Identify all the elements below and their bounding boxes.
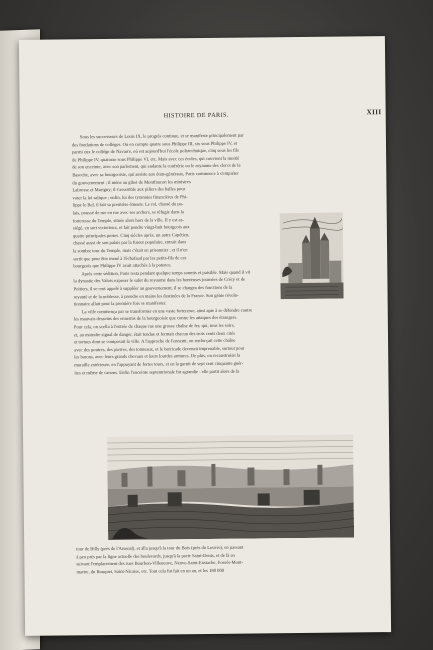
body-line: royauté et de la noblesse, à prendre en mains les destinées de la France. Son génie révolu- [73, 292, 239, 299]
body-line: Labrosse et Marigny; il s'assemble aux piliers des halles pour [72, 186, 186, 193]
body-line: Basoche, avec sa bourgeoisie, qui assiste aux états-généraux, Paris commence à s'empiéter [72, 170, 239, 178]
body-line: Après cette sédition, Paris resta pendant quelque temps soumis et paisible. Mais quand il vit [81, 269, 251, 277]
engraving-temple-tower [280, 213, 344, 300]
body-line: la sombre tour du Temple, mais c'était en prisonnier ; et il n'en [73, 247, 188, 254]
body-line: les barons, avec leurs grands chevaux et leurs lourdes armures. De plus, on reconstruisit la [74, 353, 241, 360]
body-line: muraille extérieure, en l'appuyant de fortes tours, et en la garnit de sept cent cinquante guér- [74, 360, 244, 368]
body-line: voter la loi salique ; enfin, lui des tyrannies financières de Phi- [72, 193, 188, 201]
body-line: ites et même de canons. Enfin l'enceinte septentrionale fut agrandie : elle partit alors de la [74, 368, 240, 375]
body-line: et, au moindre signal de danger, était tendue et fermait chacun des trois cents deux cités [73, 330, 235, 337]
body-line: lippe le Bel, il fait sa première émeute. Le roi, chassé du pa- [72, 201, 184, 208]
body-line: avec des poutres, des pierres, des tonneaux, et le barricade devenait imprenable, surtout pour [74, 345, 245, 353]
body-line: de son enceinte, avec son parlement, qui endante la confrérie ou le royaume des clercs de la [72, 163, 241, 170]
body-line: sortit que pour être mené à l'échafaud par les petits-fils de ces [73, 254, 187, 261]
running-title: HISTOIRE DE PARIS. [163, 111, 229, 120]
caption-line: à peu près par la ligne actuelle des boulevards, jusqu'à la porte Saint-Denis, et de là en [76, 552, 235, 559]
body-line: tionnaire allait pour la première fois se manifester. [73, 300, 167, 307]
caption-line: tour de Billy (près de l'Arsenal), et alla jusqu'à la tour du Bois (près du Louvre), en passant [76, 544, 244, 552]
body-line: parmi eux le collége de Navarre, où est aujourd'hui l'école polytechnique, cinq sous les fils [72, 147, 239, 155]
body-line: lais, poussé de rue en rue avec ses archers, se réfugie dans la [72, 209, 184, 216]
body-line: la dynastie des Valois exposer le salut du royaume dans les honteuses journées de Crécy et de [73, 276, 246, 284]
caption-line: suivant l'emplacement des rues Bourbon-Villeneuve, Neuve-Saint-Eustache, Fossés-Mont- [76, 559, 244, 567]
body-line: La ville commença par se transformer en une vaste forteresse, ainsi apte à se défendre contre [81, 307, 253, 315]
body-line: Pour cela, on scella à l'entrée de chaque rue une grosse chaîne de fer, qui, tous les soirs, [73, 322, 235, 330]
page-number: XIII [366, 108, 382, 117]
body-line: forteresse du Temple, située alors hors de la ville. Il y est as- [72, 216, 184, 223]
body-line: Sous les successeurs de Louis IX, le progrès continue, et se manifeste principalement par [79, 132, 244, 140]
body-line: Poitiers, il se crut appelé à suppléer au gouvernement, il se chargea des fonctions de la [73, 284, 233, 292]
body-line: de Philippe IV, quatorze sous Philippe VI, etc. Mais avec ces écoles, qui couvrent la moitié [72, 155, 240, 163]
caption-line: martre, du Bouquet, Saint-Nicaise, etc. Tout cela fut fait en un an, et les 180 000 [76, 567, 225, 575]
book-page [19, 36, 391, 636]
body-line: et tortues dont se composait la ville. A l'approche de l'ennemi, on renforçait cette chaîne [74, 337, 236, 345]
body-line: siégé, en sort victorieux, et fait pendre vingt-huit bourgeois aux [72, 224, 190, 231]
body-line: du gouvernement ; il mène au gibet de Montfaucon les ministres [72, 178, 191, 185]
engraving-paris-panorama [107, 434, 354, 540]
body-line: les mauvais desseins des ennemis de la bourgeoisie que contre les attaques des étrangers. [73, 315, 238, 322]
body-line: chassé aussi de son palais par la fureur populaire, entrait dans [72, 239, 187, 246]
body-line: des fondations de colléges. On en compte quatre sous Philippe III, six sous Philippe IV, et [71, 140, 238, 147]
body-line: bourgeois que Philippe IV avait attachés à la potence. [73, 262, 172, 269]
body-line: quatre principales portes. Cinq siècles après, un autre Capétien, [72, 231, 190, 239]
